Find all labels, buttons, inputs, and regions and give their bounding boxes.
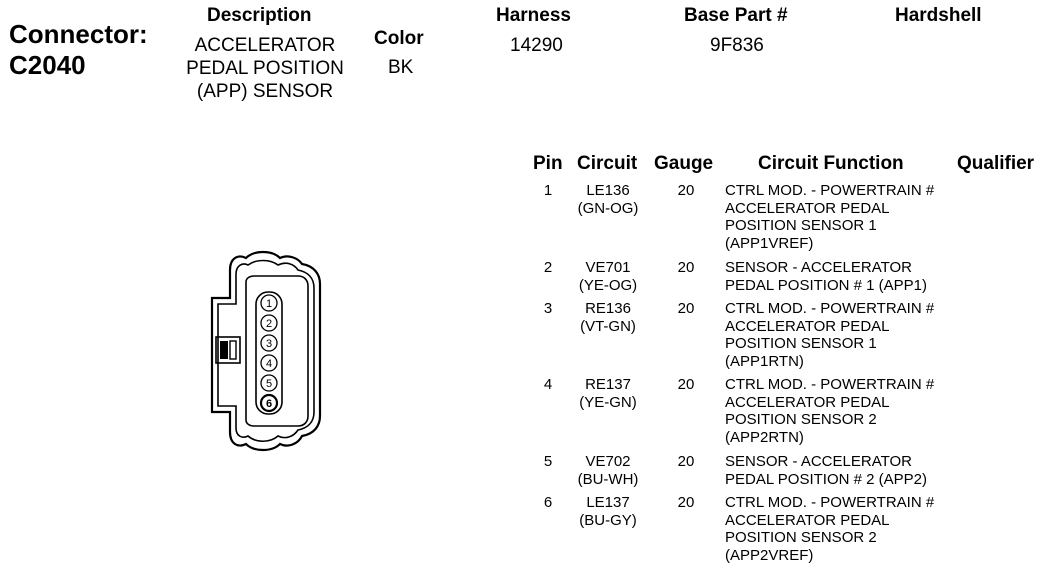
circuit-id: RE137 bbox=[585, 376, 631, 393]
description-line: ACCELERATOR bbox=[194, 35, 336, 56]
connector-latch bbox=[216, 337, 240, 363]
pin-2-label: 2 bbox=[265, 318, 273, 330]
function-cell bbox=[725, 259, 955, 294]
function-line: CTRL MOD. - POWERTRAIN # bbox=[725, 376, 935, 393]
function-line: (APP1RTN) bbox=[725, 352, 804, 370]
description-value bbox=[170, 34, 360, 103]
circuit-color: (YE-GN) bbox=[579, 393, 637, 411]
pin-6-label: 6 bbox=[265, 398, 273, 410]
circuit-id: LE136 bbox=[586, 182, 630, 199]
pin-1-label: 1 bbox=[265, 298, 273, 310]
harness-header: Harness bbox=[496, 5, 571, 26]
gauge-cell: 20 bbox=[677, 300, 695, 317]
function-line: SENSOR - ACCELERATOR bbox=[725, 259, 912, 276]
function-line: CTRL MOD. - POWERTRAIN # bbox=[725, 300, 935, 317]
circuit-cell bbox=[568, 453, 648, 488]
gauge-cell: 20 bbox=[677, 259, 695, 276]
function-line: CTRL MOD. - POWERTRAIN # bbox=[725, 494, 935, 511]
function-line: PEDAL POSITION # 1 (APP1) bbox=[725, 276, 928, 294]
base-part-header: Base Part # bbox=[684, 5, 788, 26]
connector-face-diagram bbox=[190, 240, 335, 460]
base-part-value: 9F836 bbox=[710, 35, 764, 56]
color-value: BK bbox=[388, 57, 414, 78]
circuit-id: VE701 bbox=[585, 259, 631, 276]
function-cell bbox=[725, 494, 955, 564]
gauge-cell: 20 bbox=[677, 494, 695, 511]
qualifier-column-header: Qualifier bbox=[957, 153, 1035, 174]
pin-number: 3 bbox=[543, 300, 553, 317]
connector-title bbox=[9, 19, 148, 81]
connector-id: C2040 bbox=[9, 50, 86, 80]
function-line: CTRL MOD. - POWERTRAIN # bbox=[725, 182, 935, 199]
pin-number: 4 bbox=[543, 376, 553, 393]
function-line: ACCELERATOR PEDAL bbox=[725, 317, 890, 335]
pin-number: 6 bbox=[543, 494, 553, 511]
circuit-cell bbox=[568, 182, 648, 217]
pin-number: 2 bbox=[543, 259, 553, 276]
pin-3-label: 3 bbox=[265, 338, 273, 350]
circuit-cell bbox=[568, 259, 648, 294]
connector-label: Connector: bbox=[9, 19, 148, 49]
function-cell bbox=[725, 376, 955, 446]
function-line: POSITION SENSOR 1 bbox=[725, 217, 877, 234]
function-line: SENSOR - ACCELERATOR bbox=[725, 453, 912, 470]
circuit-color: (BU-GY) bbox=[579, 511, 637, 529]
pin-number: 5 bbox=[543, 453, 553, 470]
circuit-color: (BU-WH) bbox=[577, 470, 639, 488]
harness-value: 14290 bbox=[510, 35, 563, 56]
circuit-cell bbox=[568, 494, 648, 529]
pin-circles bbox=[261, 295, 277, 411]
circuit-id: LE137 bbox=[586, 494, 630, 511]
function-line: ACCELERATOR PEDAL bbox=[725, 199, 890, 217]
gauge-cell: 20 bbox=[677, 453, 695, 470]
function-cell bbox=[725, 453, 955, 488]
description-line: (APP) SENSOR bbox=[196, 81, 334, 102]
gauge-column-header: Gauge bbox=[654, 153, 714, 174]
function-cell bbox=[725, 300, 955, 370]
circuit-color: (GN-OG) bbox=[577, 199, 639, 217]
circuit-id: VE702 bbox=[585, 453, 631, 470]
gauge-cell: 20 bbox=[677, 376, 695, 393]
color-header: Color bbox=[374, 28, 424, 49]
function-line: ACCELERATOR PEDAL bbox=[725, 393, 890, 411]
function-line: PEDAL POSITION # 2 (APP2) bbox=[725, 470, 928, 488]
hardshell-header: Hardshell bbox=[895, 5, 982, 26]
pin-4-label: 4 bbox=[265, 358, 273, 370]
function-line: POSITION SENSOR 2 bbox=[725, 529, 877, 546]
circuit-cell bbox=[568, 376, 648, 411]
function-column-header: Circuit Function bbox=[758, 153, 904, 174]
pin-number: 1 bbox=[543, 182, 553, 199]
gauge-cell: 20 bbox=[677, 182, 695, 199]
circuit-column-header: Circuit bbox=[577, 153, 638, 174]
description-line: PEDAL POSITION bbox=[186, 58, 344, 79]
function-line: POSITION SENSOR 2 bbox=[725, 411, 877, 428]
circuit-id: RE136 bbox=[585, 300, 631, 317]
circuit-cell bbox=[568, 300, 648, 335]
function-cell bbox=[725, 182, 955, 252]
function-line: POSITION SENSOR 1 bbox=[725, 335, 877, 352]
description-header: Description bbox=[207, 5, 312, 26]
function-line: (APP1VREF) bbox=[725, 234, 814, 252]
pin-column-header: Pin bbox=[533, 153, 563, 174]
circuit-color: (VT-GN) bbox=[580, 317, 636, 335]
pin-5-label: 5 bbox=[265, 378, 273, 390]
function-line: (APP2RTN) bbox=[725, 428, 804, 446]
function-line: ACCELERATOR PEDAL bbox=[725, 511, 890, 529]
circuit-color: (YE-OG) bbox=[578, 276, 638, 294]
function-line: (APP2VREF) bbox=[725, 546, 814, 564]
